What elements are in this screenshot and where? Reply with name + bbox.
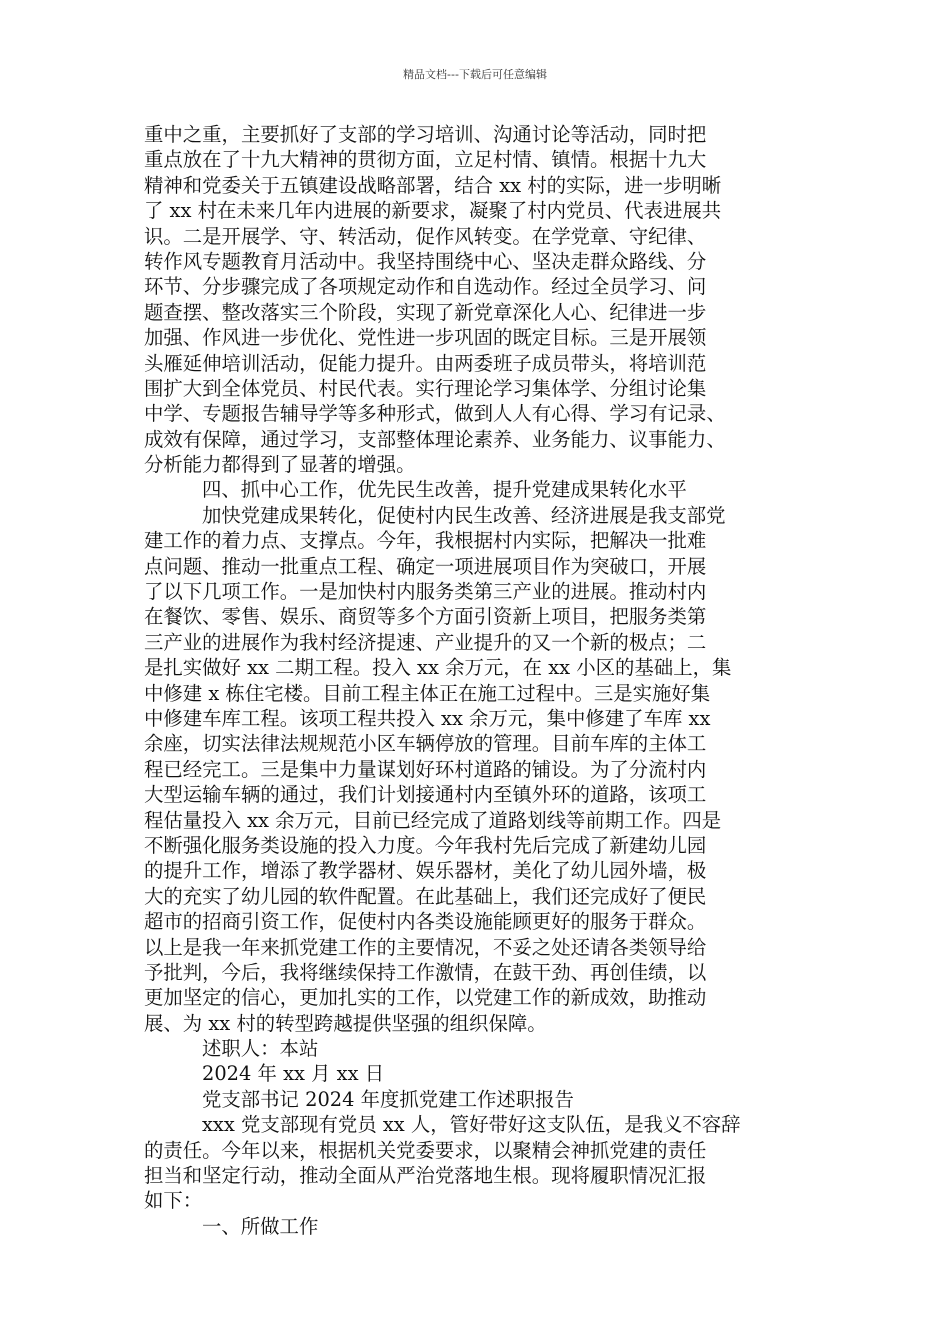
text-line: 转作风专题教育月活动中。我坚持围绕中心、坚决走群众路线、分	[144, 249, 707, 273]
text-line: 2024 年 xx 月 xx 日	[202, 1062, 385, 1086]
page-header: 精品文档---下载后可任意编辑	[403, 68, 547, 81]
text-line: 担当和坚定行动，推动全面从严治党落地生根。现将履职情况汇报	[144, 1164, 707, 1188]
text-line: 中修建 x 栋住宅楼。目前工程主体正在施工过程中。三是实施好集	[144, 681, 711, 705]
text-line: 中修建车库工程。该项工程共投入 xx 余万元，集中修建了车库 xx	[144, 706, 711, 730]
text-line: 重中之重，主要抓好了支部的学习培训、沟通讨论等活动，同时把	[144, 123, 707, 146]
text-line: 加强、作风进一步优化、党性进一步巩固的既定目标。三是开展领	[144, 326, 707, 350]
text-line: 的责任。今年以来，根据机关党委要求，以聚精会神抓党建的责任	[144, 1138, 707, 1162]
document-body	[144, 122, 824, 1239]
text-line: 余座，切实法律法规规范小区车辆停放的管理。目前车库的主体工	[144, 732, 707, 756]
text-line: 四、抓中心工作，优先民生改善，提升党建成果转化水平	[202, 478, 687, 502]
text-line: 头雁延伸培训活动，促能力提升。由两委班子成员带头，将培训范	[144, 351, 707, 375]
text-line: 点问题、推动一批重点工程、确定一项进展项目作为突破口，开展	[144, 554, 707, 578]
text-line: 如下：	[144, 1189, 203, 1213]
text-line: 超市的招商引资工作，促使村内各类设施能顾更好的服务于群众。	[144, 910, 707, 934]
text-line: 不断强化服务类设施的投入力度。今年我村先后完成了新建幼儿园	[144, 833, 707, 857]
text-line: 建工作的着力点、支撑点。今年，我根据村内实际，把解决一批难	[144, 529, 707, 553]
text-line: 成效有保障，通过学习，支部整体理论素养、业务能力、议事能力、	[144, 427, 726, 451]
text-line: 展、为 xx 村的转型跨越提供坚强的组织保障。	[144, 1011, 547, 1035]
text-line: xxx 党支部现有党员 xx 人，管好带好这支队伍，是我义不容辞	[202, 1113, 741, 1137]
text-line: 中学、专题报告辅导学等多种形式，做到人人有心得、学习有记录、	[144, 402, 726, 426]
text-line: 的提升工作，增添了教学器材、娱乐器材，美化了幼儿园外墙，极	[144, 859, 707, 883]
text-line: 了 xx 村在未来几年内进展的新要求，凝聚了村内党员、代表进展共	[144, 199, 722, 223]
text-line: 精神和党委关于五镇建设战略部署，结合 xx 村的实际，进一步明晰	[144, 173, 722, 197]
text-line: 党支部书记 2024 年度抓党建工作述职报告	[202, 1087, 574, 1111]
text-line: 重点放在了十九大精神的贯彻方面，立足村情、镇情。根据十九大	[144, 148, 707, 172]
text-line: 述职人：本站	[202, 1037, 319, 1061]
text-line: 程估量投入 xx 余万元，目前已经完成了道路划线等前期工作。四是	[144, 808, 722, 832]
text-line: 分析能力都得到了显著的增强。	[144, 453, 416, 477]
text-line: 大的充实了幼儿园的软件配置。在此基础上，我们还完成好了便民	[144, 884, 707, 908]
text-line: 是扎实做好 xx 二期工程。投入 xx 余万元，在 xx 小区的基础上，集	[144, 656, 732, 680]
text-line: 环节、分步骤完成了各项规定动作和自选动作。经过全员学习、问	[144, 275, 707, 299]
text-line: 大型运输车辆的通过，我们计划接通村内至镇外环的道路，该项工	[144, 783, 707, 807]
text-line: 题查摆、整改落实三个阶段，实现了新党章深化人心、纪律进一步	[144, 300, 707, 324]
text-line: 更加坚定的信心，更加扎实的工作，以党建工作的新成效，助推动	[144, 986, 707, 1010]
text-line: 识。二是开展学、守、转活动，促作风转变。在学党章、守纪律、	[144, 224, 707, 248]
text-line: 了以下几项工作。一是加快村内服务类第三产业的进展。推动村内	[144, 580, 707, 604]
text-line: 以上是我一年来抓党建工作的主要情况，不妥之处还请各类领导给	[144, 935, 707, 959]
text-line: 在餐饮、零售、娱乐、商贸等多个方面引资新上项目，把服务类第	[144, 605, 707, 629]
text-line: 三产业的进展作为我村经济提速、产业提升的又一个新的极点；二	[144, 630, 707, 654]
text-line: 加快党建成果转化，促使村内民生改善、经济进展是我支部党	[202, 503, 726, 527]
text-line: 一、所做工作	[202, 1214, 319, 1238]
text-line: 围扩大到全体党员、村民代表。实行理论学习集体学、分组讨论集	[144, 376, 707, 400]
text-line: 予批判，今后，我将继续保持工作激情，在鼓干劲、再创佳绩，以	[144, 960, 707, 984]
text-line: 程已经完工。三是集中力量谋划好环村道路的铺设。为了分流村内	[144, 757, 707, 781]
